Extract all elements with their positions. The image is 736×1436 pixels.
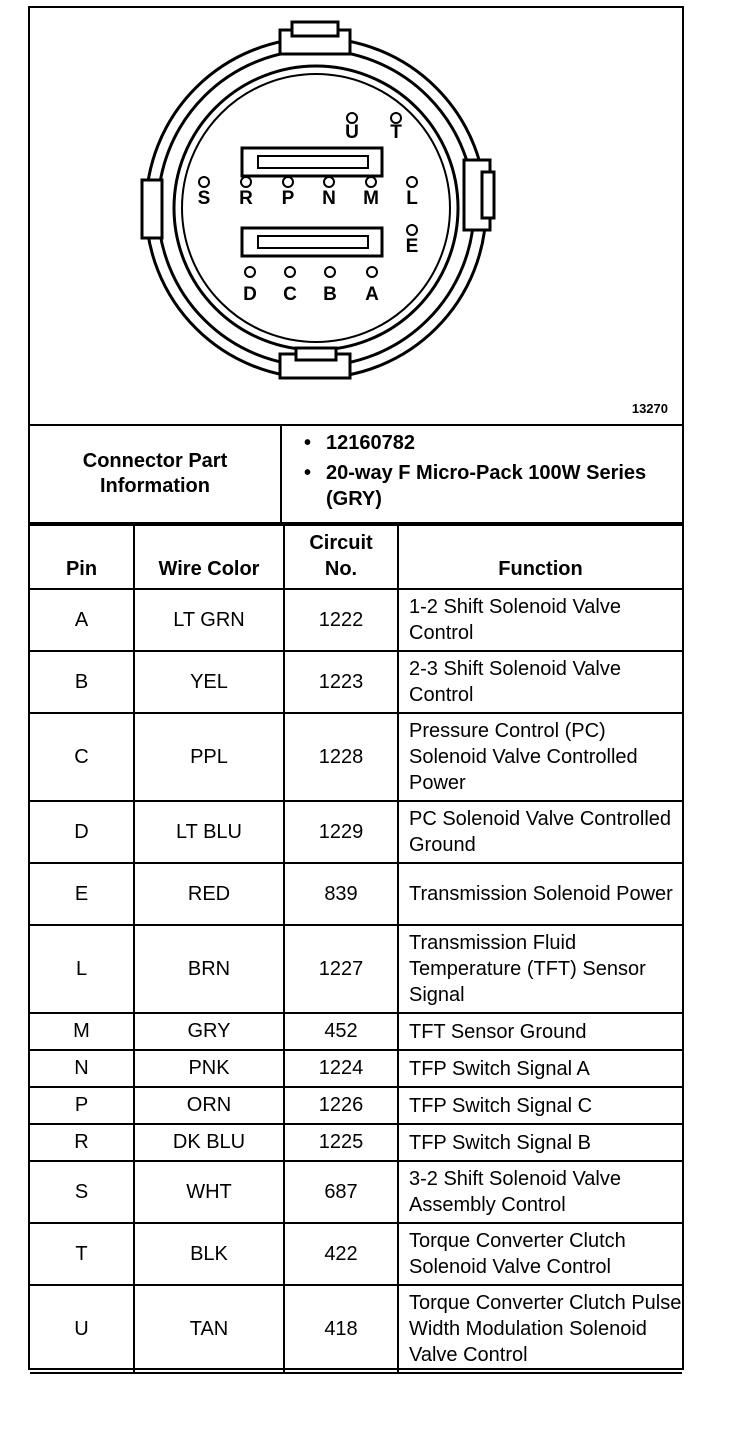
cell-wire-color: ORN xyxy=(134,1087,284,1124)
lower-slot xyxy=(242,228,382,256)
connector-info-list xyxy=(286,430,682,516)
header-function: Function xyxy=(398,525,682,589)
pin-hole-E xyxy=(407,225,417,235)
table-row xyxy=(30,1087,682,1124)
cell-pin: B xyxy=(30,651,134,713)
cell-function: Pressure Control (PC) Solenoid Valve Controlled Power xyxy=(398,713,682,801)
cell-pin: M xyxy=(30,1013,134,1050)
pin-hole-C xyxy=(285,267,295,277)
header-wire-color: Wire Color xyxy=(134,525,284,589)
cell-wire-color: GRY xyxy=(134,1013,284,1050)
cell-circuit: 839 xyxy=(284,863,398,925)
pin-label-D: D xyxy=(243,284,257,305)
pin-hole-P xyxy=(283,177,293,187)
pin-hole-R xyxy=(241,177,251,187)
upper-slot xyxy=(242,148,382,176)
cell-wire-color: TAN xyxy=(134,1285,284,1373)
left-latch xyxy=(142,180,162,238)
pin-hole-A xyxy=(367,267,377,277)
pin-label-T: T xyxy=(390,122,402,143)
cell-function: 2-3 Shift Solenoid Valve Control xyxy=(398,651,682,713)
pin-hole-S xyxy=(199,177,209,187)
pin-label-B: B xyxy=(323,284,337,305)
cell-circuit: 687 xyxy=(284,1161,398,1223)
cell-function: 1-2 Shift Solenoid Valve Control xyxy=(398,589,682,651)
cell-pin: E xyxy=(30,863,134,925)
pin-label-R: R xyxy=(239,188,253,209)
cell-function: Torque Converter Clutch Solenoid Valve Control xyxy=(398,1223,682,1285)
cell-wire-color: DK BLU xyxy=(134,1124,284,1161)
bottom-latch-tab xyxy=(296,348,336,360)
pin-hole-B xyxy=(325,267,335,277)
cell-function: 3-2 Shift Solenoid Valve Assembly Control xyxy=(398,1161,682,1223)
pin-hole-L xyxy=(407,177,417,187)
pin-label-C: C xyxy=(283,284,297,305)
pin-hole-M xyxy=(366,177,376,187)
pin-hole-D xyxy=(245,267,255,277)
cell-circuit: 422 xyxy=(284,1223,398,1285)
pin-label-L: L xyxy=(406,188,418,209)
cell-wire-color: PPL xyxy=(134,713,284,801)
cell-wire-color: BRN xyxy=(134,925,284,1013)
table-row xyxy=(30,1223,682,1285)
table-row xyxy=(30,863,682,925)
cell-pin: P xyxy=(30,1087,134,1124)
cell-circuit: 1229 xyxy=(284,801,398,863)
lower-slot-inner xyxy=(258,236,368,248)
cell-wire-color: YEL xyxy=(134,651,284,713)
cell-circuit: 1225 xyxy=(284,1124,398,1161)
connector-info xyxy=(30,426,682,524)
top-latch-tab xyxy=(292,22,338,36)
cell-wire-color: LT BLU xyxy=(134,801,284,863)
table-row xyxy=(30,713,682,801)
header-circuit: Circuit No. xyxy=(284,525,398,589)
right-latch-tab xyxy=(482,172,494,218)
cell-pin: T xyxy=(30,1223,134,1285)
cell-pin: A xyxy=(30,589,134,651)
pin-label-A: A xyxy=(365,284,379,305)
cell-function: TFP Switch Signal A xyxy=(398,1050,682,1087)
table-body xyxy=(30,589,682,1373)
connector-info-item: • 12160782 xyxy=(326,430,682,456)
pin-label-M: M xyxy=(363,188,379,209)
pin-label-P: P xyxy=(281,188,295,209)
table-row xyxy=(30,1013,682,1050)
table-row xyxy=(30,925,682,1013)
cell-circuit: 418 xyxy=(284,1285,398,1373)
cell-pin: D xyxy=(30,801,134,863)
cell-pin: L xyxy=(30,925,134,1013)
upper-slot-inner xyxy=(258,156,368,168)
cell-pin: C xyxy=(30,713,134,801)
pin-label-E: E xyxy=(405,236,419,257)
cell-function: TFP Switch Signal C xyxy=(398,1087,682,1124)
table-row xyxy=(30,1124,682,1161)
connector-sheet xyxy=(28,6,684,1370)
cell-circuit: 1228 xyxy=(284,713,398,801)
connector-info-label: Connector Part Information xyxy=(30,426,282,522)
cell-pin: U xyxy=(30,1285,134,1373)
cell-circuit: 452 xyxy=(284,1013,398,1050)
table-row xyxy=(30,589,682,651)
pin-hole-N xyxy=(324,177,334,187)
pin-label-S: S xyxy=(197,188,211,209)
pin-label-N: N xyxy=(322,188,336,209)
pinout-table xyxy=(30,524,682,1374)
cell-function: Transmission Solenoid Power xyxy=(398,863,682,925)
cell-wire-color: LT GRN xyxy=(134,589,284,651)
cell-function: TFP Switch Signal B xyxy=(398,1124,682,1161)
connector-face-drawing xyxy=(30,8,682,426)
cell-circuit: 1226 xyxy=(284,1087,398,1124)
cell-circuit: 1222 xyxy=(284,589,398,651)
connector-diagram xyxy=(30,8,682,426)
figure-number: 13270 xyxy=(631,401,668,416)
pin-label-U: U xyxy=(345,122,359,143)
cell-function: TFT Sensor Ground xyxy=(398,1013,682,1050)
cell-pin: S xyxy=(30,1161,134,1223)
connector-info-item: • 20-way F Micro-Pack 100W Series (GRY) xyxy=(326,460,682,512)
cell-circuit: 1227 xyxy=(284,925,398,1013)
cell-circuit: 1224 xyxy=(284,1050,398,1087)
cell-function: Torque Converter Clutch Pulse Width Modulation Solenoid Valve Control xyxy=(398,1285,682,1373)
table-row xyxy=(30,1050,682,1087)
cell-wire-color: BLK xyxy=(134,1223,284,1285)
cell-pin: R xyxy=(30,1124,134,1161)
cell-function: Transmission Fluid Temperature (TFT) Sensor Signal xyxy=(398,925,682,1013)
cell-wire-color: RED xyxy=(134,863,284,925)
cell-function: PC Solenoid Valve Controlled Ground xyxy=(398,801,682,863)
table-header-row xyxy=(30,525,682,589)
cell-pin: N xyxy=(30,1050,134,1087)
table-row xyxy=(30,651,682,713)
table-row xyxy=(30,1285,682,1373)
header-pin: Pin xyxy=(30,525,134,589)
cell-wire-color: PNK xyxy=(134,1050,284,1087)
cell-wire-color: WHT xyxy=(134,1161,284,1223)
table-row xyxy=(30,801,682,863)
table-row xyxy=(30,1161,682,1223)
cell-circuit: 1223 xyxy=(284,651,398,713)
